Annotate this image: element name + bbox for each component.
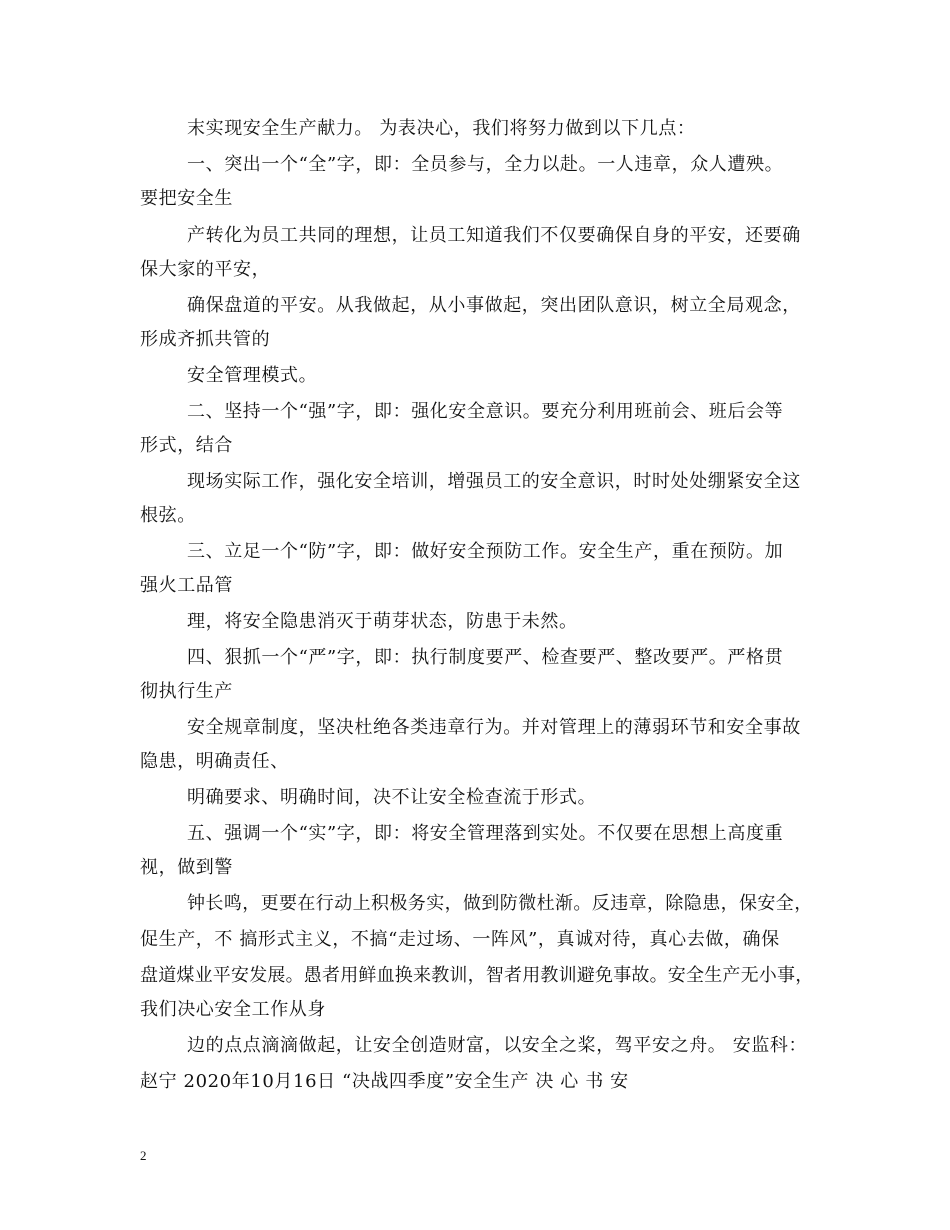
text-line: 彻执行生产	[140, 681, 233, 702]
text-line: 现场实际工作，强化安全培训，增强员工的安全意识，时时处处绷紧安全这	[187, 471, 801, 492]
text-line: 理，将安全隐患消灭于萌芽状态，防患于未然。	[187, 611, 578, 632]
text-line: 盘道煤业平安发展。愚者用鲜血换来教训，智者用教训避免事故。安全生产无小事，	[140, 965, 814, 986]
text-line: 要把安全生	[140, 188, 233, 209]
text-line: 形成齐抓共管的	[140, 329, 271, 350]
page-number: 2	[140, 1148, 147, 1163]
text-line: 根弦。	[140, 505, 196, 526]
text-line: 我们决心安全工作从身	[140, 999, 326, 1020]
text-line: 一、突出一个“全”字，即：全员参与，全力以赴。一人违章，众人遭殃。	[187, 154, 784, 175]
text-line: 确保盘道的平安。从我做起，从小事做起，突出团队意识，树立全局观念，	[187, 295, 801, 316]
text-line: 保大家的平安，	[140, 259, 271, 280]
text-line: 视，做到警	[140, 857, 233, 878]
text-line: 强火工品管	[140, 575, 233, 596]
text-line: 边的点点滴滴做起，让安全创造财富，以安全之桨，驾平安之舟。 安监科：	[187, 1035, 808, 1056]
text-line: 三、立足一个“防”字，即：做好安全预防工作。安全生产，重在预防。加	[187, 541, 784, 562]
text-line: 隐患，明确责任、	[140, 751, 289, 772]
text-line: 产转化为员工共同的理想，让员工知道我们不仅要确保自身的平安，还要确	[187, 225, 801, 246]
text-line: 末实现安全生产献力。 为表决心，我们将努力做到以下几点：	[187, 118, 696, 139]
text-line: 明确要求、明确时间，决不让安全检查流于形式。	[187, 787, 597, 808]
text-line: 赵宁 2020年10月16日 “决战四季度”安全生产 决 心 书 安	[140, 1071, 629, 1092]
text-line: 五、强调一个“实”字，即：将安全管理落到实处。不仅要在思想上高度重	[187, 823, 784, 844]
text-line: 二、坚持一个“强”字，即：强化安全意识。要充分利用班前会、班后会等	[187, 401, 784, 422]
text-line: 促生产，不 搞形式主义，不搞“走过场、一阵风”，真诚对待，真心去做，确保	[140, 929, 780, 950]
text-line: 安全规章制度，坚决杜绝各类违章行为。并对管理上的薄弱环节和安全事故	[187, 717, 801, 738]
text-line: 四、狠抓一个“严”字，即：执行制度要严、检查要严、整改要严。严格贯	[187, 647, 784, 668]
text-line: 钟长鸣，更要在行动上积极务实，做到防微杜渐。反违章，除隐患，保安全，	[187, 893, 813, 914]
text-line: 形式，结合	[140, 435, 233, 456]
text-line: 安全管理模式。	[187, 365, 318, 386]
